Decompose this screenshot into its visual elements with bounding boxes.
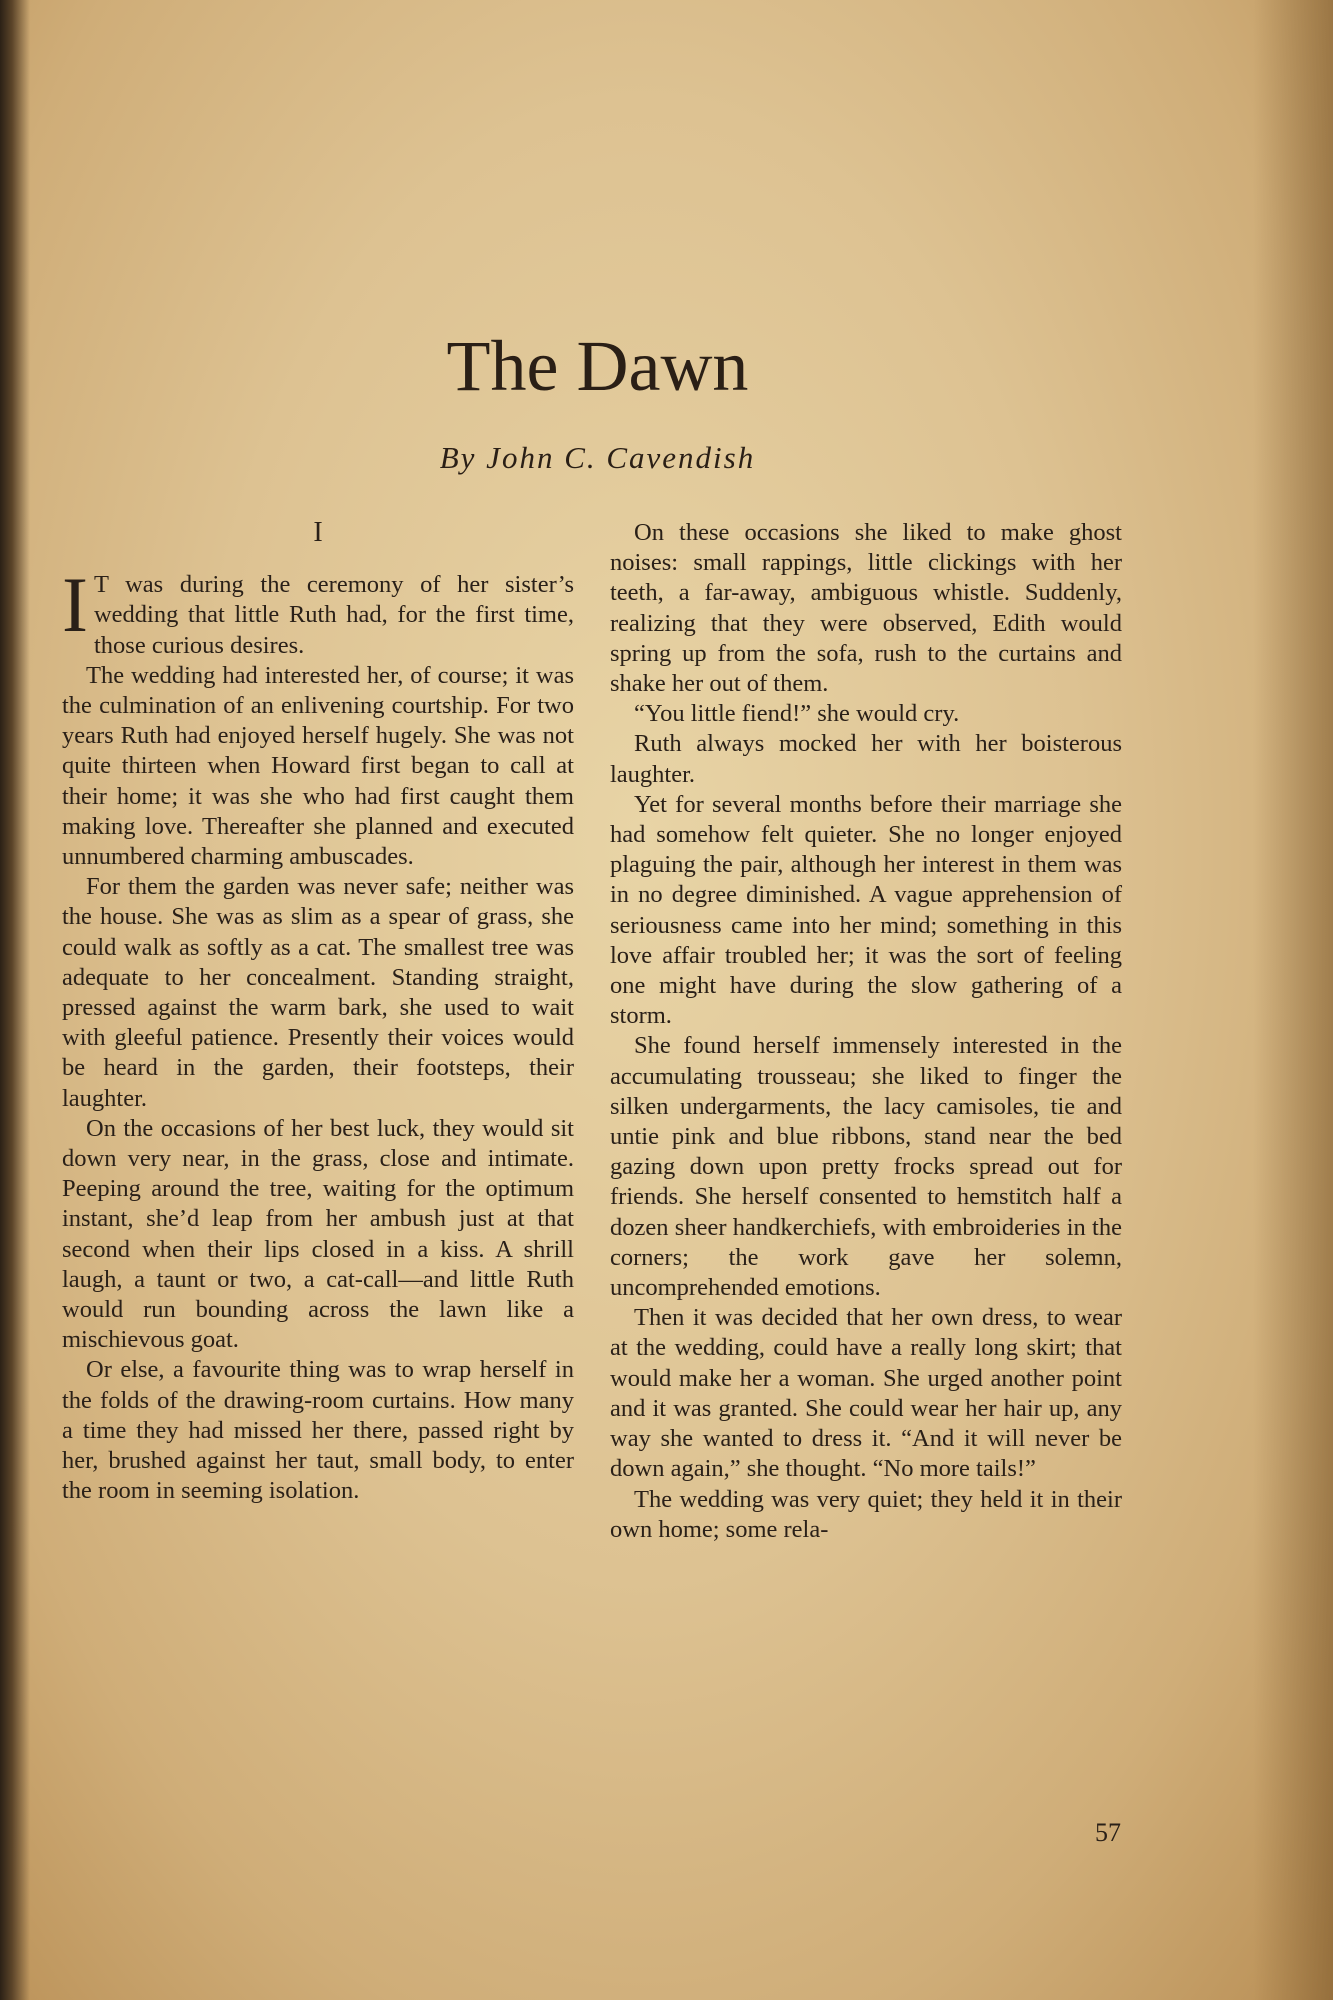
page-binding-shadow <box>0 0 30 2000</box>
story-title: The Dawn <box>446 326 749 406</box>
paragraph: For them the garden was never safe; neither was the house. She was as slim as a spear of grass, she could walk as softly as a cat. The smallest tree was adequate to her concealment. Standing straight, pressed against the warm bark, she used to wait with gleeful patience. Presently their voices would be heard in the garden, their footsteps, their laughter. <box>62 873 574 1112</box>
paragraph <box>62 561 574 661</box>
left-column <box>62 518 574 1507</box>
story-byline: By John C. Cavendish <box>439 440 756 475</box>
paragraph: Then it was decided that her own dress, to wear at the wedding, could have a really long skirt; that would make her a woman. She urged another point and it was granted. She could wear her hair up, any way she wanted to dress it. “And it will never be down again,” she thought. “No more tails!” <box>610 1304 1122 1483</box>
paragraph: Yet for several months before their marriage she had somehow felt quieter. She no longer enjoyed plaguing the pair, although her interest in them was in no degree diminished. A vague apprehension of seriousness came into her mind; something in this love affair troubled her; it was the sort of feeling one might have during the slow gathering of a storm. <box>610 790 1122 1030</box>
right-column <box>610 518 1122 1545</box>
paragraph: The wedding was very quiet; they held it in their own home; some rela- <box>610 1485 1122 1543</box>
paragraph-text: T was during the ceremony of her sister’s wedding that little Ruth had, for the first time, those curious desires. <box>93 571 574 659</box>
page-edge-shadow <box>1253 0 1333 2000</box>
paragraph: On the occasions of her best luck, they would sit down very near, in the grass, close and intimate. Peeping around the tree, waiting for the optimum instant, she’d leap from her ambush just at that second when their lips closed in a kiss. A shrill laugh, a taunt or two, a cat-call—and little Ruth would run bounding across the lawn like a mischievous goat. <box>62 1114 574 1354</box>
section-number: I <box>313 517 323 548</box>
paragraph: “You little fiend!” she would cry. <box>634 700 960 728</box>
paragraph: On these occasions she liked to make ghost noises: small rappings, little clickings with her teeth, a far-away, ambiguous whistle. Suddenly, realizing that they were observed, Edith would spring up from the sofa, rush to the curtains and shake her out of them. <box>610 519 1122 698</box>
paragraph: Or else, a favourite thing was to wrap herself in the folds of the drawing-room curtains. How many a time they had missed her there, passed right by her, brushed against her taut, small body, to enter the room in seeming isolation. <box>62 1356 574 1505</box>
paragraph: The wedding had interested her, of course; it was the culmination of an enlivening courtship. For two years Ruth had enjoyed herself hugely. She was not quite thirteen when Howard first began to call at their home; it was she who had first caught them making love. Thereafter she planned and executed unnumbered charming ambuscades. <box>62 661 574 871</box>
drop-cap: I <box>62 561 88 649</box>
page-number: 57 <box>1095 1818 1121 1847</box>
paragraph: Ruth always mocked her with her boisterous laughter. <box>610 730 1122 788</box>
paragraph: She found herself immensely interested in the accumulating trousseau; she liked to finger the silken undergarments, the lacy camisoles, tie and untie pink and blue ribbons, stand near the bed gazing down upon pretty frocks spread out for friends. She herself consented to hemstitch half a dozen sheer handkerchiefs, with embroideries in the corners; the work gave her solemn, uncomprehended emotions. <box>610 1032 1122 1302</box>
